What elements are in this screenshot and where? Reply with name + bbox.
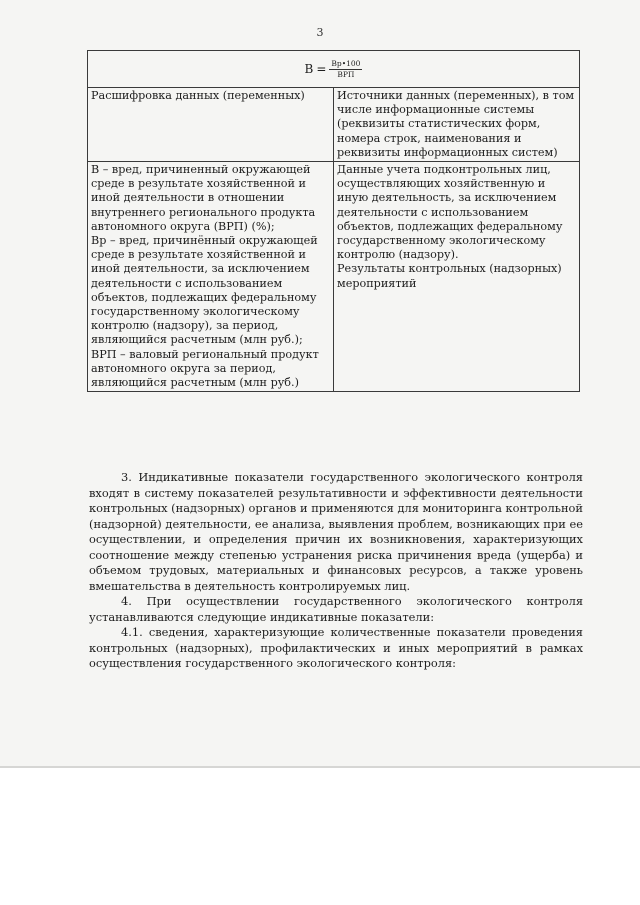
formula-equals: = [316, 61, 327, 76]
body-text [89, 470, 583, 672]
content-row [88, 162, 580, 392]
variable-v-description: В – вред, причиненный окружающей среде в результате хозяйственной и иной деятельности в отношении внутреннего регионального продукта автономного округа (ВРП) (%); [91, 163, 316, 233]
sources-cell [334, 162, 580, 392]
header-right-cell [334, 88, 580, 162]
formula-denominator: ВРП [337, 69, 355, 79]
paragraph-3: 3. Индикативные показатели государственного экологического контроля входят в систему показателей результативности и эффективности деятельности контрольных (надзорных) органов и применяются для мониторинга контрольной (надзорной) деятельности, ее анализа, выявления проблем, возникающих при ее осуществлении, и определения причин их возникновения, характеризующих соотношение между степенью устранения риска причинения вреда (ущерба) и объемом трудовых, материальных и финансовых ресурсов, а также уровень вмешательства в деятельность контролируемых лиц. [89, 470, 583, 593]
paragraph-4-1: 4.1. сведения, характеризующие количественные показатели проведения контрольных (надзорных), профилактических и иных мероприятий в рамках осуществления государственного экологического контроля: [89, 625, 583, 670]
formula-row [88, 51, 580, 88]
header-right: Источники данных (переменных), в том числе информационные системы (реквизиты статистических форм, номера строк, наименования и реквизиты информационных систем) [337, 89, 575, 159]
formula-lhs: В [304, 61, 314, 76]
variable-vrp-description: ВРП – валовый региональный продукт автономного округа за период, являющийся расчетным (млн руб.) [91, 347, 319, 390]
variable-vr-description: Вр – вред, причинённый окружающей среде в результате хозяйственной и иной деятельности, за исключением деятельности с использованием объектов, подлежащих федеральному государственному экологическому контролю (надзору), за период, являющийся расчетным (млн руб.); [91, 234, 318, 347]
source-accounting-data: Данные учета подконтрольных лиц, осуществляющих хозяйственную и иную деятельность, за исключением деятельности с использованием объектов, подлежащих федеральному государственному экологическому контролю (надзору). [337, 163, 563, 262]
page-number: 3 [316, 26, 324, 39]
source-inspection-results: Результаты контрольных (надзорных) мероприятий [337, 262, 562, 290]
variables-cell [88, 162, 334, 392]
formula [305, 59, 363, 80]
paragraph-4: 4. При осуществлении государственного экологического контроля устанавливаются следующие индикативные показатели: [89, 594, 583, 624]
indicator-table [87, 50, 580, 392]
header-left: Расшифровка данных (переменных) [91, 89, 305, 102]
formula-numerator: Вр•100 [331, 58, 361, 68]
header-left-cell [88, 88, 334, 162]
formula-fraction [329, 59, 362, 80]
formula-cell [88, 51, 580, 88]
header-row [88, 88, 580, 162]
